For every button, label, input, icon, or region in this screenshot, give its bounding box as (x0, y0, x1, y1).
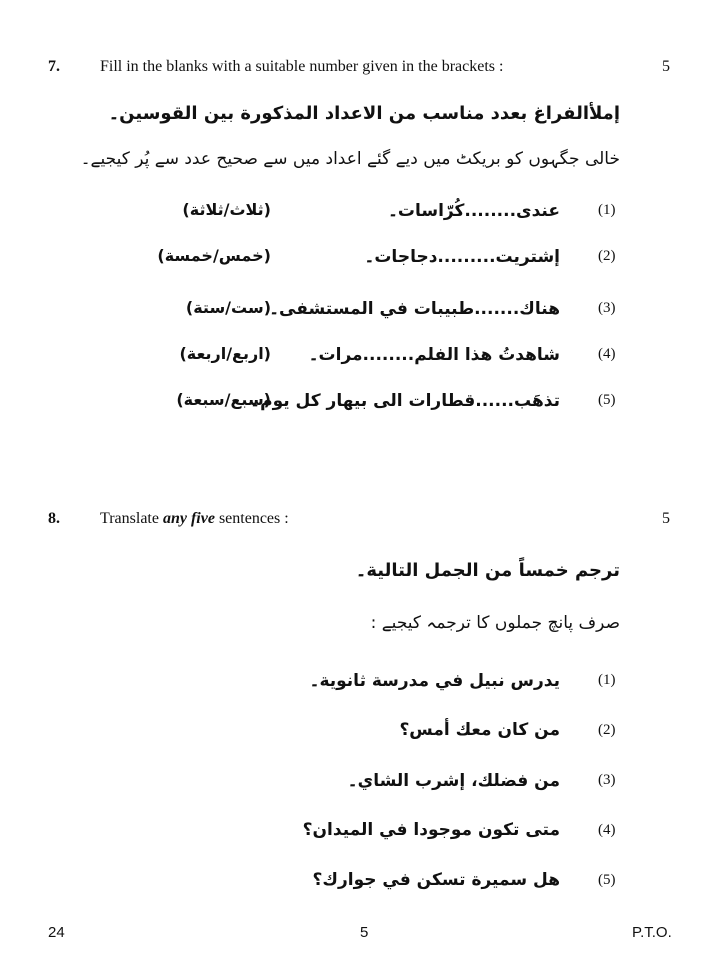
q8-item-2-number: (2) (598, 722, 616, 738)
q7-urdu-instruction: خالی جگہوں کو بریکٹ میں دیے گئے اعداد میں سے صحیح عدد سے پُر کیجیے۔ (80, 149, 620, 169)
q7-item-2-options: (خمس/خمسة) (157, 246, 271, 265)
q8-item-4-number: (4) (598, 822, 616, 838)
q7-item-2-number: (2) (598, 248, 616, 264)
q8-item-3-number: (3) (598, 772, 616, 788)
q8-marks: 5 (662, 510, 670, 527)
q8-item-1-text: يدرس نبيل في مدرسة ثانوية۔ (309, 671, 560, 691)
q7-item-5-text: تذهَب......قطارات الى بيهار كل يوم۔ (250, 391, 560, 411)
q7-item-4-number: (4) (598, 346, 616, 362)
q8-item-5-number: (5) (598, 872, 616, 888)
q7-arabic-instruction: إملأالفراغ بعدد مناسب من الاعداد المذكورة بين القوسين۔ (108, 103, 620, 124)
q7-item-1-options: (ثلاث/ثلاثة) (182, 200, 271, 219)
footer-page-code: 24 (48, 924, 65, 941)
q8-item-1-number: (1) (598, 672, 616, 688)
q7-item-4-text: شاهدتُ هذا الفلم........مرات۔ (308, 345, 560, 365)
q7-item-5-number: (5) (598, 392, 616, 408)
footer-pto: P.T.O. (632, 924, 672, 941)
q7-marks: 5 (662, 58, 670, 75)
footer-page-number: 5 (360, 924, 369, 941)
q8-instruction-post: sentences : (214, 510, 289, 527)
q8-item-2-text: من كان معك أمس؟ (399, 720, 560, 740)
q7-instruction: Fill in the blanks with a suitable number given in the brackets : (100, 58, 504, 75)
q7-item-4-options: (اربع/اربعة) (179, 344, 271, 363)
q8-number: 8. (48, 510, 60, 527)
q7-item-5-options: (سبع/سبعة) (176, 390, 271, 409)
q7-item-2-text: إشتريت.........دجاجات۔ (364, 247, 560, 267)
q8-instruction (100, 510, 289, 528)
q7-item-3-text: هناك.......طبيبات في المستشفى۔ (269, 299, 560, 319)
q8-arabic-instruction: ترجم خمساً من الجمل التالية۔ (355, 560, 620, 581)
q8-urdu-instruction: صرف پانچ جملوں کا ترجمہ کیجیے : (370, 613, 620, 633)
q8-item-5-text: هل سميرة تسكن في جوارك؟ (312, 870, 560, 890)
q8-instruction-pre: Translate (100, 510, 163, 527)
q7-item-1-text: عندی........كُرّاسات۔ (387, 201, 560, 221)
q7-item-1-number: (1) (598, 202, 616, 218)
q7-item-3-options: (ست/ستة) (185, 298, 271, 317)
q8-item-4-text: متى تكون موجودا في الميدان؟ (302, 820, 560, 840)
q8-instruction-emphasis: any five (162, 510, 215, 527)
q7-item-3-number: (3) (598, 300, 616, 316)
q7-number: 7. (48, 58, 60, 75)
q8-item-3-text: من فضلك، إشرب الشاي۔ (347, 771, 560, 791)
